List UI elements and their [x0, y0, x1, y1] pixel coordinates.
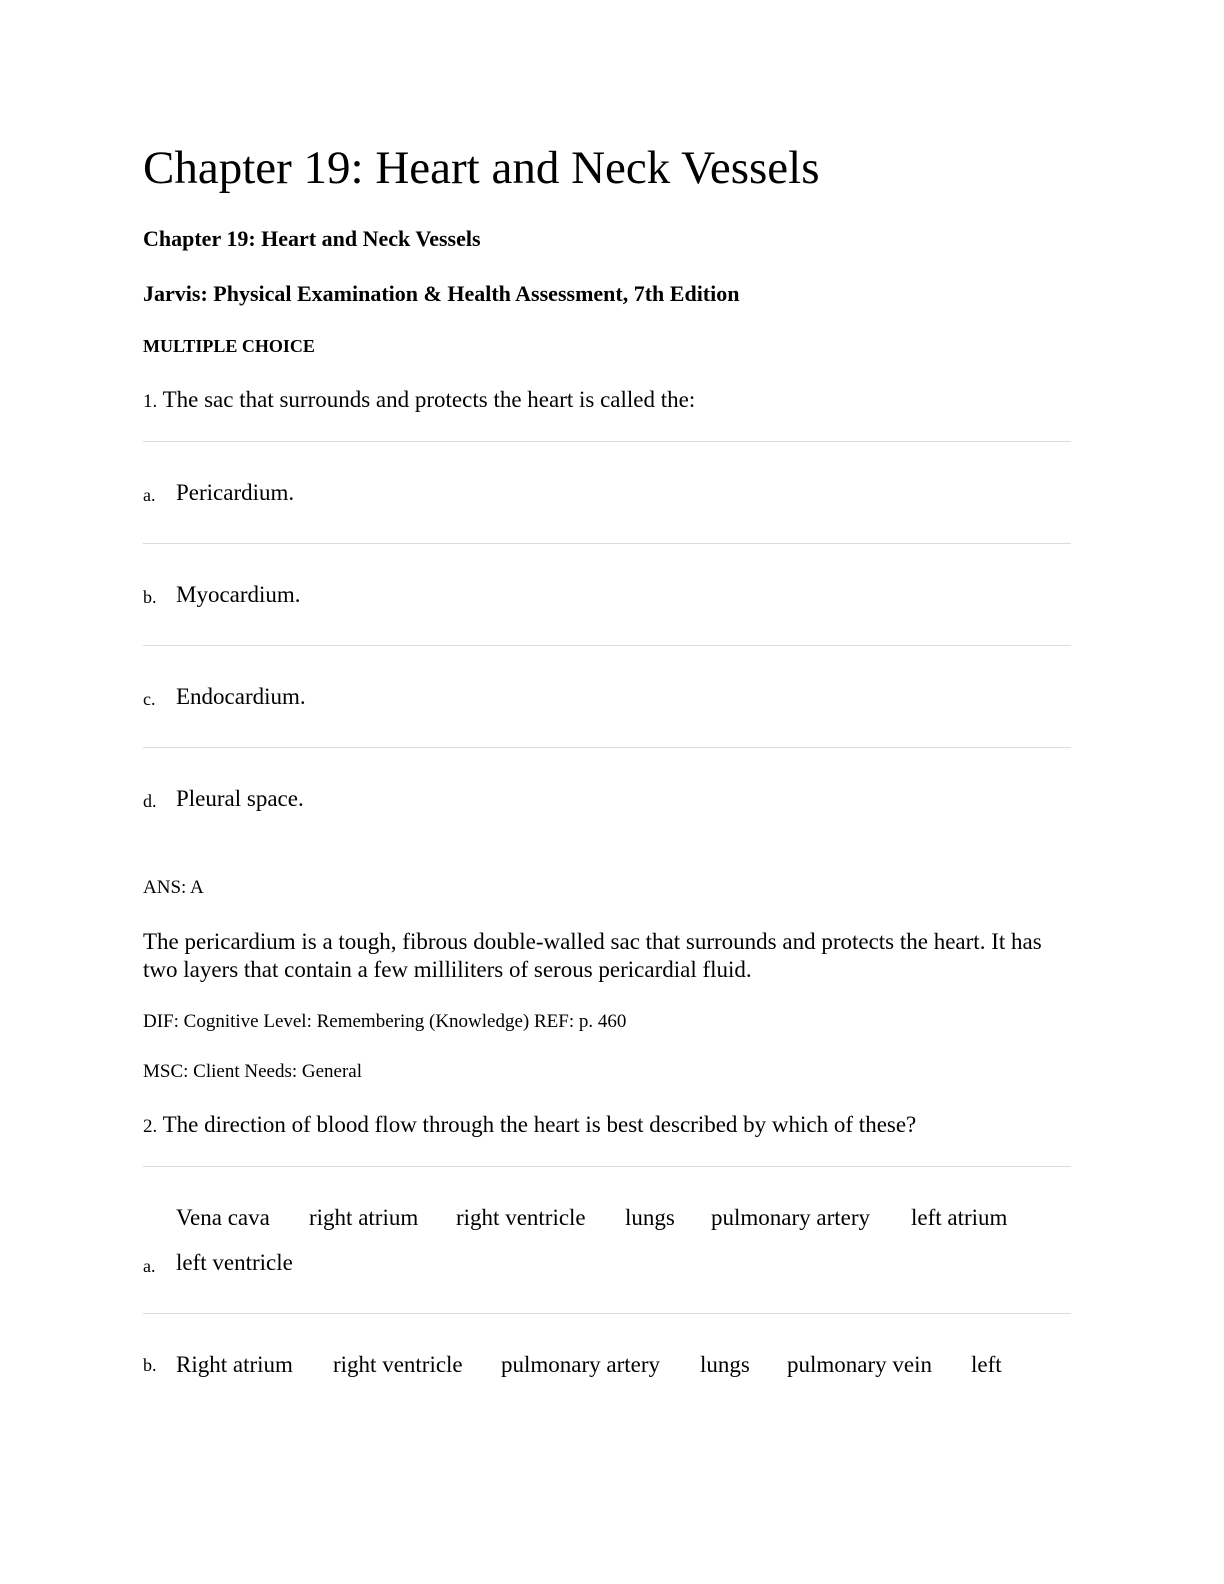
sequence-step: left atrium: [911, 1205, 1008, 1230]
sequence-step: Vena cava: [176, 1205, 270, 1230]
answer-key: ANS: A: [143, 877, 204, 898]
sequence-step: pulmonary vein: [787, 1352, 932, 1377]
divider: [143, 747, 1071, 748]
chapter-subtitle: Chapter 19: Heart and Neck Vessels: [143, 226, 481, 251]
question-number: 1.: [143, 391, 158, 412]
sequence-step: Right atrium: [176, 1352, 293, 1377]
sequence-step: right ventricle: [456, 1205, 586, 1230]
option-b-sequence: [176, 1351, 1002, 1379]
difficulty-ref: DIF: Cognitive Level: Remembering (Knowledge) REF: p. 460: [143, 1011, 627, 1032]
divider: [143, 1166, 1071, 1167]
sequence-step: right ventricle: [333, 1352, 463, 1377]
question-text: The sac that surrounds and protects the heart is called the:: [162, 387, 696, 412]
question-text: The direction of blood flow through the heart is best described by which of these?: [162, 1112, 917, 1137]
option-letter: c.: [143, 689, 156, 709]
question-2: [143, 1111, 916, 1139]
option-a-text: Pericardium.: [176, 480, 295, 505]
option-letter: b.: [143, 1355, 157, 1375]
client-needs: MSC: Client Needs: General: [143, 1061, 362, 1082]
sequence-step: left: [971, 1352, 1002, 1377]
rationale-text: The pericardium is a tough, fibrous double-walled sac that surrounds and protects the heart. It has two layers that contain a few milliliters of serous pericardial fluid.: [143, 929, 1042, 982]
question-1: [143, 386, 695, 414]
divider: [143, 441, 1071, 442]
divider: [143, 543, 1071, 544]
option-d-text: Pleural space.: [176, 786, 304, 811]
divider: [143, 645, 1071, 646]
option-letter: a.: [143, 485, 156, 505]
option-c-text: Endocardium.: [176, 684, 306, 709]
sequence-step: pulmonary artery: [501, 1352, 661, 1377]
sequence-step: lungs: [700, 1352, 750, 1377]
divider: [143, 1313, 1071, 1314]
sequence-step: lungs: [625, 1205, 675, 1230]
option-a-sequence: [176, 1204, 1008, 1232]
page-title: Chapter 19: Heart and Neck Vessels: [143, 142, 820, 194]
option-letter: a.: [143, 1256, 156, 1276]
option-letter: d.: [143, 791, 157, 811]
sequence-step: right atrium: [309, 1205, 419, 1230]
sequence-step: pulmonary artery: [711, 1205, 871, 1230]
section-label: MULTIPLE CHOICE: [143, 336, 315, 356]
question-number: 2.: [143, 1116, 158, 1137]
option-a-continuation: left ventricle: [176, 1250, 293, 1275]
option-b-text: Myocardium.: [176, 582, 301, 607]
book-title: Jarvis: Physical Examination & Health Assessment, 7th Edition: [143, 281, 740, 306]
option-letter: b.: [143, 587, 157, 607]
